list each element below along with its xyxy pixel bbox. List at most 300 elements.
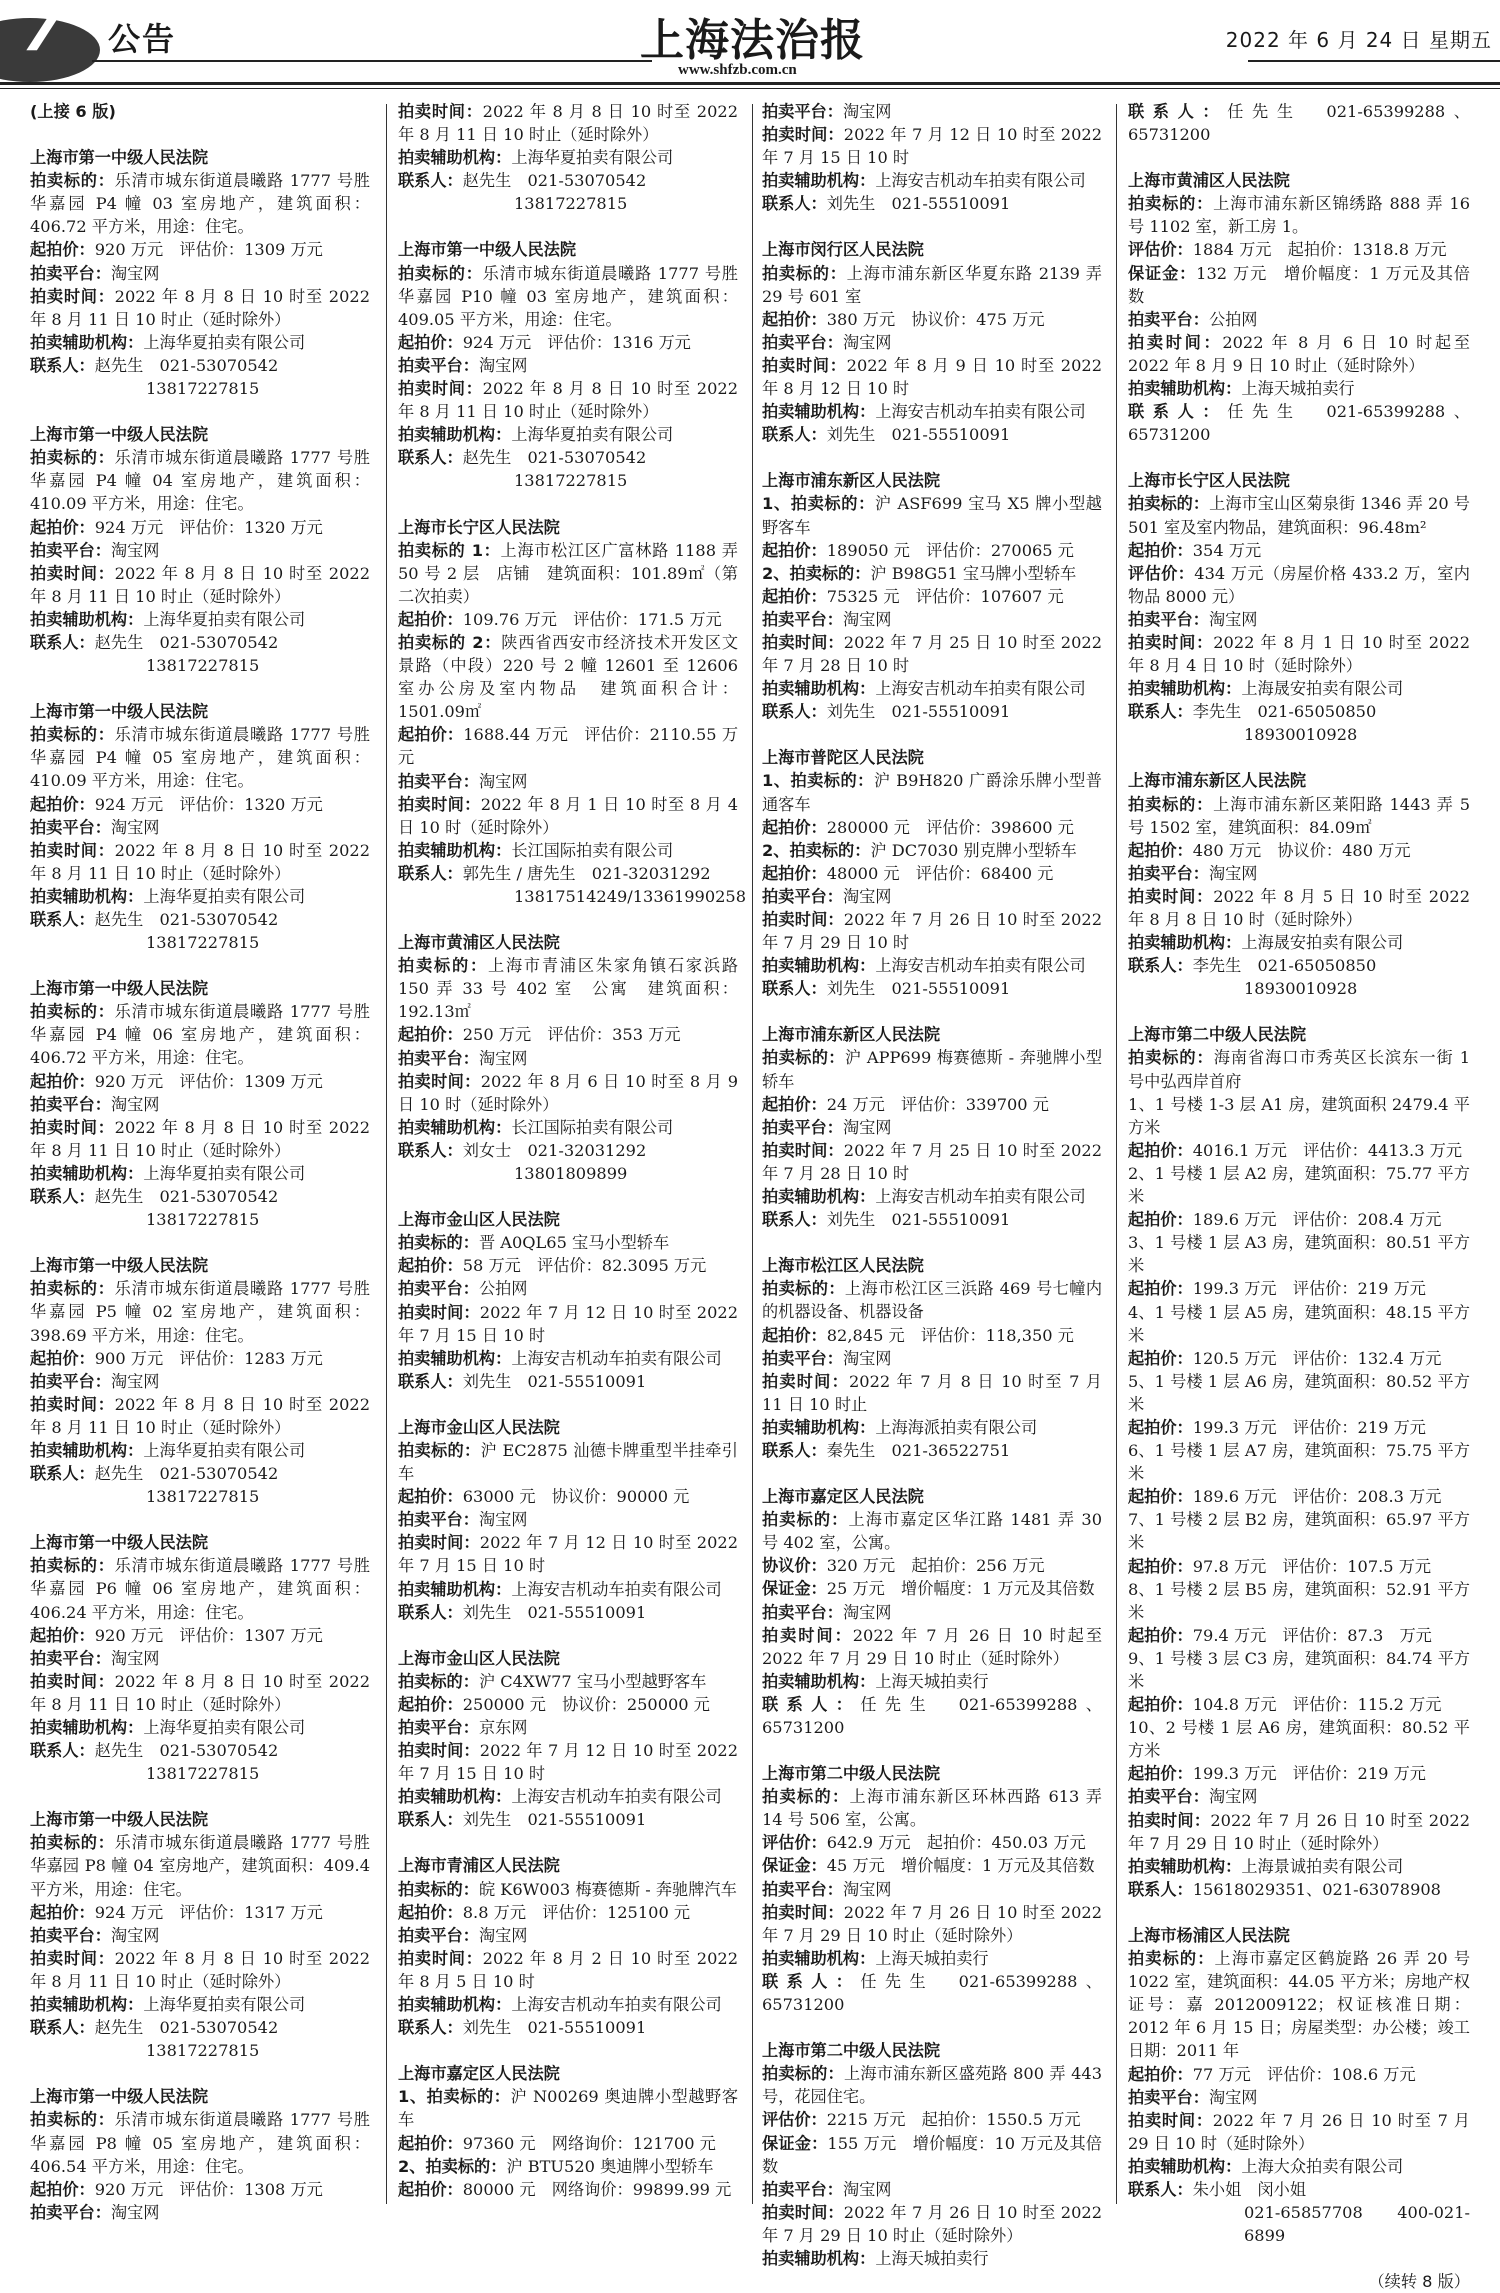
field-value: 淘宝网 bbox=[1208, 2087, 1258, 2107]
notice-line bbox=[762, 1854, 1102, 1877]
field-value: 淘宝网 bbox=[110, 540, 160, 560]
field-label: 拍卖时间： bbox=[762, 355, 847, 375]
field-label: 起拍价： bbox=[762, 586, 827, 606]
notice-line bbox=[1128, 1208, 1470, 1231]
field-label: 拍卖时间： bbox=[398, 1302, 480, 1322]
field-value: 920 万元 评估价：1309 万元 bbox=[94, 240, 323, 260]
field-label: 起拍价： bbox=[1128, 1210, 1193, 1230]
field-value: 2022 年 8 月 8 日 10 时至 2022 年 8 月 11 日 10 时止（延时除外） bbox=[30, 563, 370, 606]
field-label: 拍卖辅助机构： bbox=[30, 1440, 144, 1460]
field-value: 920 万元 评估价：1309 万元 bbox=[94, 1071, 323, 1091]
field-label: 拍卖辅助机构： bbox=[762, 1417, 876, 1437]
field-value: 上海天城拍卖行 bbox=[1241, 379, 1355, 399]
notice-line bbox=[762, 2247, 1102, 2270]
notice-line bbox=[398, 377, 738, 423]
court-name: 上海市长宁区人民法院 bbox=[398, 517, 560, 537]
field-value: 上海华夏拍卖有限公司 bbox=[143, 1718, 306, 1737]
notice-line bbox=[762, 608, 1102, 631]
notice-line bbox=[398, 469, 738, 492]
auction-notice bbox=[398, 516, 747, 909]
field-label: 起拍价： bbox=[1128, 1487, 1193, 1507]
notice-line bbox=[398, 1023, 738, 1046]
auction-notice bbox=[398, 931, 738, 1185]
notice-line bbox=[1128, 2063, 1470, 2086]
notice-line bbox=[1128, 1647, 1470, 1693]
notice-line bbox=[762, 862, 1102, 885]
notice-line bbox=[398, 1993, 738, 2016]
notice-line bbox=[1128, 885, 1470, 931]
field-value: 沪 N00269 奥迪牌小型越野客车 bbox=[398, 2087, 739, 2130]
notice-line bbox=[30, 1716, 370, 1739]
notice-line bbox=[762, 400, 1102, 423]
field-label: 拍卖时间： bbox=[398, 1741, 480, 1761]
field-label: 起拍价： bbox=[1128, 540, 1193, 560]
field-value: 25 万元 增价幅度：1 万元及其倍数 bbox=[826, 1579, 1095, 1599]
field-label: 起拍价： bbox=[398, 1025, 463, 1045]
field-value: 上海市青浦区朱家角镇石家浜路 150 弄 33 号 402 室 公寓 建筑面积：192.13㎡ bbox=[398, 956, 739, 1022]
court-name: 上海市第一中级人民法院 bbox=[398, 240, 577, 260]
notice-line bbox=[398, 423, 738, 446]
court-name: 上海市浦东新区人民法院 bbox=[762, 471, 941, 491]
field-label: 拍卖平台： bbox=[1128, 863, 1209, 883]
notice-line bbox=[398, 1924, 738, 1947]
field-value: 刘女士 021-32031292 bbox=[462, 1140, 647, 1160]
auction-notice bbox=[398, 1854, 738, 2039]
auction-notice bbox=[762, 1023, 1102, 1231]
field-value: 24 万元 评估价：339700 元 bbox=[826, 1094, 1049, 1114]
field-value: 3、1 号楼 1 层 A3 房，建筑面积：80.51 平方米 bbox=[1128, 1233, 1470, 1276]
field-label: 起拍价： bbox=[398, 1256, 463, 1276]
field-label: 拍卖辅助机构： bbox=[30, 609, 144, 629]
field-value: 乐清市城东街道晨曦路 1777 号胜华嘉园 P4 幢 03 室房地产，建筑面积：406.72 平方米，用途：住宅。 bbox=[30, 171, 370, 237]
field-value: 199.3 万元 评估价：219 万元 bbox=[1192, 1279, 1426, 1299]
field-value: 李先生 021-65050850 bbox=[1192, 956, 1377, 976]
notice-line bbox=[1128, 2155, 1470, 2178]
notice-line bbox=[1128, 308, 1470, 331]
field-value: 沪 B98G51 宝马牌小型轿车 bbox=[870, 563, 1077, 583]
notice-line bbox=[762, 423, 1102, 446]
court-name: 上海市嘉定区人民法院 bbox=[398, 2064, 560, 2084]
notice-line bbox=[762, 100, 1102, 123]
field-value: 海南省海口市秀英区长滨东一街 1 号中弘西岸首府 bbox=[1128, 1048, 1470, 1091]
field-value: 公拍网 bbox=[1208, 309, 1258, 329]
field-value: 淘宝网 bbox=[110, 2202, 160, 2222]
field-label: 起拍价： bbox=[30, 1348, 95, 1368]
field-value: 2022 年 8 月 8 日 10 时至 2022 年 8 月 11 日 10 时止（延时除外） bbox=[30, 1948, 370, 1991]
field-value: 淘宝网 bbox=[110, 263, 160, 283]
field-value: 上海安吉机动车拍卖有限公司 bbox=[511, 1348, 722, 1368]
field-value: 上海华夏拍卖有限公司 bbox=[143, 886, 306, 906]
field-value: 2022 年 8 月 6 日 10 时起至 2022 年 8 月 9 日 10 时止（延时除外） bbox=[1128, 332, 1470, 375]
field-label: 起拍价： bbox=[398, 1487, 463, 1507]
field-label: 拍卖辅助机构： bbox=[30, 332, 144, 352]
notice-line bbox=[1128, 1762, 1470, 1785]
field-value: 沪 C4XW77 宝马小型越野客车 bbox=[478, 1671, 707, 1691]
notice-line bbox=[762, 769, 1102, 815]
notice-line bbox=[398, 885, 747, 908]
field-label: 拍卖时间： bbox=[762, 1625, 853, 1645]
field-value: 7、1 号楼 2 层 B2 房，建筑面积：65.97 平方米 bbox=[1128, 1510, 1470, 1553]
notice-line bbox=[398, 1162, 738, 1185]
column-3 bbox=[762, 100, 1103, 2268]
field-label: 拍卖平台： bbox=[1128, 2087, 1209, 2107]
notice-line bbox=[398, 2178, 738, 2201]
field-value: 乐清市城东街道晨曦路 1777 号胜华嘉园 P4 幢 05 室房地产，建筑面积：410.09 平方米，用途：住宅。 bbox=[30, 725, 370, 791]
field-value: 2022 年 8 月 8 日 10 时至 2022 年 8 月 11 日 10 时止（延时除外） bbox=[30, 1394, 370, 1437]
field-label: 拍卖时间： bbox=[398, 1948, 483, 1968]
notice-line bbox=[1128, 1370, 1470, 1416]
notice-line bbox=[762, 1878, 1102, 1901]
notice-line bbox=[762, 562, 1102, 585]
notice-line bbox=[1128, 608, 1470, 631]
field-label: 拍卖辅助机构： bbox=[1128, 933, 1242, 953]
notice-line bbox=[762, 492, 1102, 538]
field-value: 924 万元 评估价：1317 万元 bbox=[94, 1902, 323, 1922]
newspaper-url[interactable]: www.shfzb.com.cn bbox=[678, 62, 797, 78]
field-label: 保证金： bbox=[762, 1856, 827, 1876]
field-label: 联系人： bbox=[30, 355, 95, 375]
notice-line bbox=[1128, 1231, 1470, 1277]
field-value: 淘宝网 bbox=[842, 332, 892, 352]
header-divider-thin bbox=[0, 88, 1500, 89]
field-label: 拍卖标的： bbox=[762, 2064, 844, 2084]
field-label: 拍卖标的： bbox=[30, 171, 115, 191]
notice-line bbox=[1128, 1046, 1470, 1092]
field-value: 2022 年 8 月 8 日 10 时至 2022 年 8 月 11 日 10 时止（延时除外） bbox=[30, 1671, 370, 1714]
field-value: 刘先生 021-55510091 bbox=[826, 1210, 1011, 1230]
field-value: 上海市嘉定区华江路 1481 弄 30 号 402 室，公寓。 bbox=[762, 1510, 1102, 1553]
notice-line bbox=[1128, 862, 1470, 885]
field-value: 354 万元 bbox=[1192, 540, 1262, 560]
field-value: 132 万元 增价幅度：1 万元及其倍数 bbox=[1128, 263, 1470, 306]
field-value: 上海市松江区广富林路 1188 弄 50 号 2 层 店铺 建筑面积：101.89㎡（第二次拍卖） bbox=[398, 540, 738, 606]
column-divider bbox=[1116, 104, 1117, 2204]
field-value: 2022 年 7 月 25 日 10 时至 2022 年 7 月 28 日 10 时 bbox=[762, 632, 1102, 676]
header-rule-right bbox=[1248, 60, 1500, 62]
notice-line bbox=[30, 1208, 370, 1231]
notice-line bbox=[1128, 723, 1470, 746]
field-label: 联系人： bbox=[762, 702, 827, 722]
field-label: 拍卖平台： bbox=[30, 1371, 111, 1391]
field-label: 起拍价： bbox=[30, 1625, 95, 1645]
field-value: 2022 年 8 月 8 日 10 时至 2022 年 8 月 11 日 10 时止（延时除外） bbox=[398, 379, 738, 422]
field-label: 2、拍卖标的： bbox=[762, 840, 871, 860]
field-value: 45 万元 增价幅度：1 万元及其倍数 bbox=[826, 1856, 1095, 1876]
notice-line bbox=[762, 2132, 1102, 2178]
court-name: 上海市杨浦区人民法院 bbox=[1128, 1925, 1290, 1945]
field-value: 189.6 万元 评估价：208.3 万元 bbox=[1192, 1487, 1442, 1507]
field-label: 拍卖辅助机构： bbox=[1128, 2156, 1242, 2176]
field-label: 联系人： bbox=[30, 1187, 95, 1207]
field-label: 拍卖辅助机构： bbox=[1128, 679, 1242, 699]
notice-line bbox=[30, 1924, 370, 1947]
field-label: 联系人： bbox=[30, 2018, 95, 2038]
field-value: 淘宝网 bbox=[842, 1879, 892, 1899]
field-value: 380 万元 协议价：475 万元 bbox=[826, 309, 1045, 329]
notice-line bbox=[762, 1601, 1102, 1624]
field-value: 赵先生 021-53070542 bbox=[94, 1187, 279, 1207]
notice-line bbox=[762, 2201, 1102, 2247]
field-value: 上海市嘉定区鹤旋路 26 弄 20 号 1022 室，建筑面积：44.05 平方米；房地产权证号：嘉 2012009122；权证核准日期：2012 年 6 月 15 日；房屋类型：办公楼；竣工日期：2011 年 bbox=[1128, 1949, 1471, 2061]
field-value: 155 万元 增价幅度：10 万元及其倍数 bbox=[762, 2133, 1102, 2176]
field-value: 公拍网 bbox=[478, 1279, 528, 1299]
field-value: 上海安吉机动车拍卖有限公司 bbox=[511, 1579, 722, 1599]
field-value: 刘先生 021-55510091 bbox=[462, 1810, 647, 1830]
field-value: 上海安吉机动车拍卖有限公司 bbox=[875, 402, 1086, 422]
field-value: 淘宝网 bbox=[842, 1117, 892, 1137]
field-label: 拍卖辅助机构： bbox=[1128, 1856, 1242, 1876]
field-value: 刘先生 021-55510091 bbox=[826, 979, 1011, 999]
field-value: 920 万元 评估价：1307 万元 bbox=[94, 1625, 323, 1645]
field-value: 2022 年 7 月 12 日 10 时至 2022 年 7 月 15 日 10 时 bbox=[762, 125, 1102, 168]
field-label: 拍卖平台： bbox=[762, 1879, 843, 1899]
field-value: 上海海派拍卖有限公司 bbox=[875, 1417, 1038, 1437]
field-label: 起拍价： bbox=[398, 2179, 463, 2199]
field-value: 刘先生 021-55510091 bbox=[826, 702, 1011, 722]
notice-line bbox=[1128, 2201, 1470, 2247]
field-value: 109.76 万元 评估价：171.5 万元 bbox=[462, 609, 722, 629]
field-value: 13817227815 bbox=[146, 1487, 260, 1507]
notice-line bbox=[30, 1762, 370, 1785]
field-value: 淘宝网 bbox=[842, 609, 892, 629]
page-number: 7 bbox=[22, 0, 61, 64]
field-value: 2022 年 8 月 2 日 10 时至 2022 年 8 月 5 日 10 时 bbox=[398, 1948, 738, 1991]
field-label: 联系人： bbox=[30, 1741, 95, 1761]
field-value: 920 万元 评估价：1308 万元 bbox=[94, 2179, 323, 2199]
field-value: 淘宝网 bbox=[1208, 863, 1258, 883]
notice-line bbox=[30, 931, 370, 954]
notice-line bbox=[398, 331, 738, 354]
notice-line bbox=[30, 446, 370, 515]
notice-line bbox=[30, 908, 370, 931]
field-label: 起拍价： bbox=[1128, 1695, 1193, 1715]
auction-notice bbox=[762, 1254, 1102, 1462]
court-name: 上海市第二中级人民法院 bbox=[762, 2041, 941, 2061]
field-label: 起拍价： bbox=[398, 609, 463, 629]
field-label: 拍卖平台： bbox=[1128, 609, 1209, 629]
notice-line bbox=[30, 539, 370, 562]
notice-line bbox=[1128, 793, 1470, 839]
auction-notice bbox=[30, 1531, 370, 1785]
court-name: 上海市黄浦区人民法院 bbox=[1128, 171, 1290, 191]
court-name: 上海市第一中级人民法院 bbox=[30, 1810, 209, 1830]
field-value: 13817227815 bbox=[146, 379, 260, 399]
field-label: 拍卖辅助机构： bbox=[398, 1348, 512, 1368]
field-label: 拍卖辅助机构： bbox=[30, 886, 144, 906]
field-value: 乐清市城东街道晨曦路 1777 号胜华嘉园 P8 幢 05 室房地产，建筑面积：406.54 平方米，用途：住宅。 bbox=[30, 2110, 370, 2176]
notice-line bbox=[398, 169, 738, 192]
field-value: 250 万元 评估价：353 万元 bbox=[462, 1025, 681, 1045]
field-label: 起拍价： bbox=[762, 1325, 827, 1345]
field-value: 沪 ASF699 宝马 X5 牌小型越野客车 bbox=[762, 494, 1102, 537]
notice-line bbox=[1128, 1878, 1470, 1901]
court-name: 上海市第一中级人民法院 bbox=[30, 702, 209, 722]
field-value: 任先生 021-65399288、65731200 bbox=[762, 1694, 1102, 1737]
field-value: 13817227815 bbox=[146, 933, 260, 953]
field-label: 拍卖时间： bbox=[398, 1533, 480, 1553]
notice-line bbox=[398, 446, 738, 469]
field-value: 沪 DC7030 别克牌小型轿车 bbox=[870, 840, 1077, 860]
field-value: 赵先生 021-53070542 bbox=[94, 632, 279, 652]
field-value: 63000 元 协议价：90000 元 bbox=[462, 1487, 690, 1507]
field-label: 拍卖平台： bbox=[762, 609, 843, 629]
field-value: 长江国际拍卖有限公司 bbox=[511, 1117, 674, 1137]
field-value: 15618029351、021-63078908 bbox=[1192, 1879, 1441, 1899]
notice-line bbox=[762, 1577, 1102, 1600]
field-label: 联系人： bbox=[30, 1464, 95, 1484]
field-label: 拍卖时间： bbox=[762, 1371, 849, 1391]
field-label: 评估价： bbox=[762, 1833, 827, 1853]
notice-line bbox=[30, 1370, 370, 1393]
field-value: 77 万元 评估价：108.6 万元 bbox=[1192, 2064, 1416, 2084]
notice-line bbox=[398, 1301, 738, 1347]
field-label: 起拍价： bbox=[30, 794, 95, 814]
court-name: 上海市长宁区人民法院 bbox=[1128, 471, 1290, 491]
field-label: 拍卖标的： bbox=[398, 956, 488, 976]
field-label: 拍卖标的： bbox=[762, 1787, 850, 1807]
field-label: 拍卖平台： bbox=[762, 1602, 843, 1622]
field-value: 13817514249/13361990258 bbox=[514, 887, 747, 906]
field-label: 拍卖标的： bbox=[1128, 1949, 1215, 1969]
notice-line bbox=[30, 1624, 370, 1647]
notice-line bbox=[398, 192, 738, 215]
field-value: 58 万元 评估价：82.3095 万元 bbox=[462, 1256, 707, 1276]
notice-line bbox=[762, 839, 1102, 862]
field-label: 拍卖时间： bbox=[762, 632, 844, 652]
field-value: 2022 年 7 月 26 日 10 时至 2022 年 7 月 29 日 10 时止（延时除外） bbox=[762, 1902, 1102, 1945]
notice-line bbox=[30, 238, 370, 261]
field-label: 拍卖时间： bbox=[762, 125, 844, 145]
field-value: 上海安吉机动车拍卖有限公司 bbox=[511, 1787, 722, 1807]
field-label: 拍卖时间： bbox=[1128, 886, 1214, 906]
notice-line bbox=[1128, 1578, 1470, 1624]
notice-line bbox=[1128, 1139, 1470, 1162]
field-label: 起拍价： bbox=[30, 1071, 95, 1091]
field-label: 拍卖标的： bbox=[30, 2110, 115, 2130]
field-value: 任先生 021-65399288、65731200 bbox=[1128, 402, 1470, 445]
field-value: 2022 年 8 月 9 日 10 时至 2022 年 8 月 12 日 10 时 bbox=[762, 355, 1102, 399]
field-label: 起拍价： bbox=[1128, 1764, 1193, 1784]
notice-line bbox=[30, 885, 370, 908]
field-value: 2022 年 7 月 26 日 10 时至 7 月 29 日 10 时（延时除外） bbox=[1128, 2110, 1470, 2153]
auction-notice bbox=[762, 1762, 1102, 2016]
field-label: 拍卖辅助机构： bbox=[762, 956, 876, 976]
field-label: 起拍价： bbox=[762, 863, 827, 883]
auction-notice bbox=[762, 469, 1102, 723]
notice-line bbox=[1128, 1555, 1470, 1578]
field-value: 82,845 元 评估价：118,350 元 bbox=[826, 1325, 1074, 1345]
field-value: 淘宝网 bbox=[110, 1371, 160, 1391]
field-label: 拍卖时间： bbox=[30, 1671, 115, 1691]
field-label: 联系人： bbox=[30, 632, 95, 652]
notice-line bbox=[762, 1831, 1102, 1854]
field-label: 起拍价： bbox=[1128, 840, 1193, 860]
field-label: 联系人： bbox=[1128, 102, 1228, 121]
notice-line bbox=[30, 562, 370, 608]
field-label: 起拍价： bbox=[762, 1094, 827, 1114]
field-label: 联系人： bbox=[762, 194, 827, 214]
auction-notice bbox=[762, 2039, 1102, 2270]
notice-line bbox=[30, 1485, 370, 1508]
field-label: 拍卖标的： bbox=[762, 1048, 845, 1068]
notice-line bbox=[1128, 1416, 1470, 1439]
notice-line bbox=[398, 1716, 738, 1739]
field-value: 京东网 bbox=[478, 1718, 528, 1737]
auction-notice bbox=[30, 100, 370, 123]
notice-line bbox=[1128, 1809, 1470, 1855]
court-name: 上海市浦东新区人民法院 bbox=[1128, 771, 1307, 791]
notice-line bbox=[762, 1947, 1102, 1970]
field-label: 起拍价： bbox=[762, 817, 827, 837]
field-value: 2022 年 7 月 26 日 10 时至 2022 年 7 月 29 日 10 时止（延时除外） bbox=[1128, 1810, 1470, 1853]
field-value: 250000 元 协议价：250000 元 bbox=[462, 1694, 710, 1714]
field-value: 上海华夏拍卖有限公司 bbox=[143, 1163, 306, 1183]
field-value: 2022 年 7 月 26 日 10 时起至 2022 年 7 月 29 日 10 时止（延时除外） bbox=[762, 1625, 1103, 1668]
field-label: 拍卖辅助机构： bbox=[398, 840, 512, 860]
field-value: 淘宝网 bbox=[478, 1510, 528, 1530]
field-value: 上海晟安拍卖有限公司 bbox=[1241, 933, 1404, 953]
field-label: 2、拍卖标的： bbox=[398, 2156, 507, 2176]
field-value: 2022 年 7 月 12 日 10 时至 2022 年 7 月 15 日 10 时 bbox=[398, 1741, 738, 1784]
field-value: 上海天城拍卖行 bbox=[875, 1948, 989, 1968]
notice-line bbox=[1128, 377, 1470, 400]
auction-notice bbox=[398, 100, 738, 215]
field-label: 联系人： bbox=[398, 1810, 463, 1830]
field-label: 保证金： bbox=[762, 2133, 828, 2153]
court-name: 上海市第一中级人民法院 bbox=[30, 1533, 209, 1553]
field-value: 900 万元 评估价：1283 万元 bbox=[94, 1348, 323, 1368]
column-divider bbox=[752, 104, 753, 2204]
field-value: 刘先生 021-55510091 bbox=[826, 194, 1011, 214]
notice-line bbox=[30, 1647, 370, 1670]
notice-line bbox=[398, 1277, 738, 1300]
notice-line bbox=[30, 1739, 370, 1762]
field-label: 拍卖平台： bbox=[762, 332, 843, 352]
field-value: 上海安吉机动车拍卖有限公司 bbox=[875, 171, 1086, 191]
notice-line bbox=[30, 2039, 370, 2062]
field-label: 1、拍卖标的： bbox=[398, 2087, 511, 2107]
court-name: 上海市金山区人民法院 bbox=[398, 1417, 560, 1437]
field-value: 2022 年 7 月 12 日 10 时至 2022 年 7 月 15 日 10 时 bbox=[398, 1533, 738, 1576]
notice-line bbox=[762, 2108, 1102, 2131]
notice-line bbox=[398, 1578, 738, 1601]
notice-line bbox=[398, 1808, 738, 1831]
field-label: 拍卖平台： bbox=[762, 1117, 843, 1137]
auction-notice bbox=[762, 746, 1102, 1000]
field-value: 长江国际拍卖有限公司 bbox=[511, 840, 674, 860]
notice-line bbox=[398, 1670, 738, 1693]
field-value: 75325 元 评估价：107607 元 bbox=[826, 586, 1064, 606]
field-label: 拍卖时间： bbox=[1128, 2110, 1213, 2130]
notice-line bbox=[30, 2178, 370, 2201]
field-label: 拍卖标的： bbox=[398, 1440, 481, 1460]
field-label: 拍卖时间： bbox=[1128, 632, 1214, 652]
field-value: 赵先生 021-53070542 bbox=[94, 355, 279, 375]
field-value: 9、1 号楼 3 层 C3 房，建筑面积：84.74 平方米 bbox=[1128, 1648, 1470, 1691]
notice-line bbox=[762, 1693, 1102, 1739]
field-label: 拍卖时间： bbox=[30, 1117, 115, 1137]
field-label: 拍卖标的 1： bbox=[398, 540, 501, 560]
field-label: 拍卖标的： bbox=[398, 1233, 479, 1253]
field-value: 2022 年 8 月 5 日 10 时至 2022 年 8 月 8 日 10 时（延时除外） bbox=[1128, 886, 1471, 929]
field-value: 8、1 号楼 2 层 B5 房，建筑面积：52.91 平方米 bbox=[1128, 1579, 1470, 1622]
field-value: 上海华夏拍卖有限公司 bbox=[143, 332, 306, 352]
field-value: 199.3 万元 评估价：219 万元 bbox=[1192, 1764, 1426, 1784]
notice-line bbox=[30, 1000, 370, 1069]
field-value: 上海安吉机动车拍卖有限公司 bbox=[511, 1995, 722, 2015]
field-value: 朱小姐 闵小姐 bbox=[1192, 2179, 1307, 2199]
auction-notice bbox=[398, 1647, 738, 1832]
